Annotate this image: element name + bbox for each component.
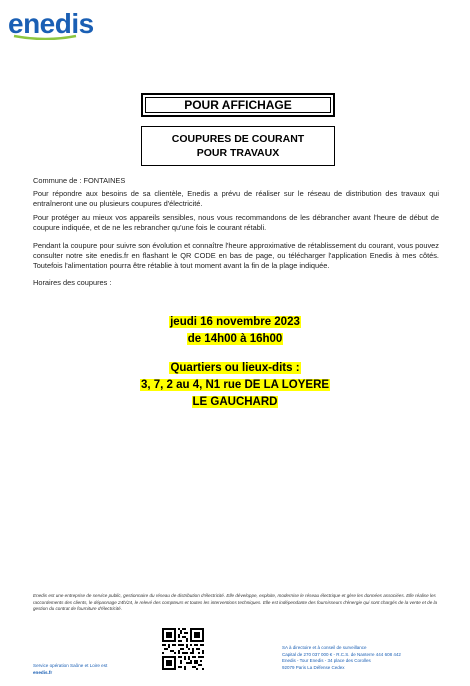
lieux-title: Quartiers ou lieux-dits : [170, 362, 300, 374]
schedule-hours: de 14h00 à 16h00 [187, 333, 283, 345]
footer-company-type: SA à directoire et à conseil de surveillance [282, 645, 367, 650]
footer-right [282, 645, 401, 671]
enedis-logo-icon [6, 6, 116, 40]
schedule-date: jeudi 16 novembre 2023 [170, 316, 300, 328]
qr-code-icon [162, 628, 204, 670]
footer-service: Service opération Saône et Loire est [33, 663, 108, 668]
coupures-line1: COUPURES DE COURANT [171, 133, 305, 145]
footer-website-link[interactable]: enedis.fr [33, 670, 53, 675]
legal-text: Enedis est une entreprise de service public, gestionnaire du réseau de distribution d'électricité. Elle développe, exploite, modernise le réseau électrique et gère les données associées. Elle réalise les raccordements des clients, le dépannage 24h/24, le relevé des compteurs et toutes les interventions techniques. Elle est indépendante des fournisseurs d'énergie qui sont chargés de la vente et de la gestion du contrat de fourniture d'électricité. [33, 593, 438, 611]
schedule-block [0, 314, 470, 348]
affichage-box [141, 93, 335, 117]
affichage-title: POUR AFFICHAGE [145, 97, 331, 113]
paragraph-2: Pour protéger au mieux vos appareils sensibles, nous vous recommandons de les débrancher avant l'heure de début de coupure indiquée, et de ne les rebrancher qu'une fois le courant rétabli. [33, 213, 439, 232]
paragraph-1: Pour répondre aux besoins de sa clientèle, Enedis a prévu de réaliser sur le réseau de distribution des travaux qui entraîneront une ou plusieurs coupures d'électricité. [33, 189, 439, 208]
footer-left [33, 662, 107, 676]
svg-text:enedis: enedis [8, 8, 94, 39]
qr-code[interactable] [162, 628, 204, 670]
footer-capital: Capital de 270 037 000 € - R.C.S. de Nanterre 444 608 442 [282, 651, 401, 657]
coupures-line2: POUR TRAVAUX [196, 147, 280, 159]
horaires-label: Horaires des coupures : [33, 278, 112, 287]
paragraph-3: Pendant la coupure pour suivre son évolution et connaître l'heure approximative de rétablissement du courant, vous pouvez consulter notre site enedis.fr en flashant le QR CODE en bas de page, ou télécharger l'application Enedis à mes côtés. Toutefois l'alimentation pourra être rétablie à tout moment avant la fin de la plage indiquée. [33, 241, 439, 270]
enedis-logo [6, 6, 116, 40]
lieux-line1: 3, 7, 2 au 4, N1 rue DE LA LOYERE [140, 379, 330, 391]
lieux-line2: LE GAUCHARD [192, 396, 278, 408]
coupures-box [141, 126, 335, 166]
footer-city: 92079 Paris La Défense Cedex [282, 664, 345, 670]
commune-text: Commune de : FONTAINES [33, 176, 126, 185]
footer-address: Enedis - Tour Enedis - 34 place des Corolles [282, 658, 371, 664]
lieux-block [0, 360, 470, 411]
